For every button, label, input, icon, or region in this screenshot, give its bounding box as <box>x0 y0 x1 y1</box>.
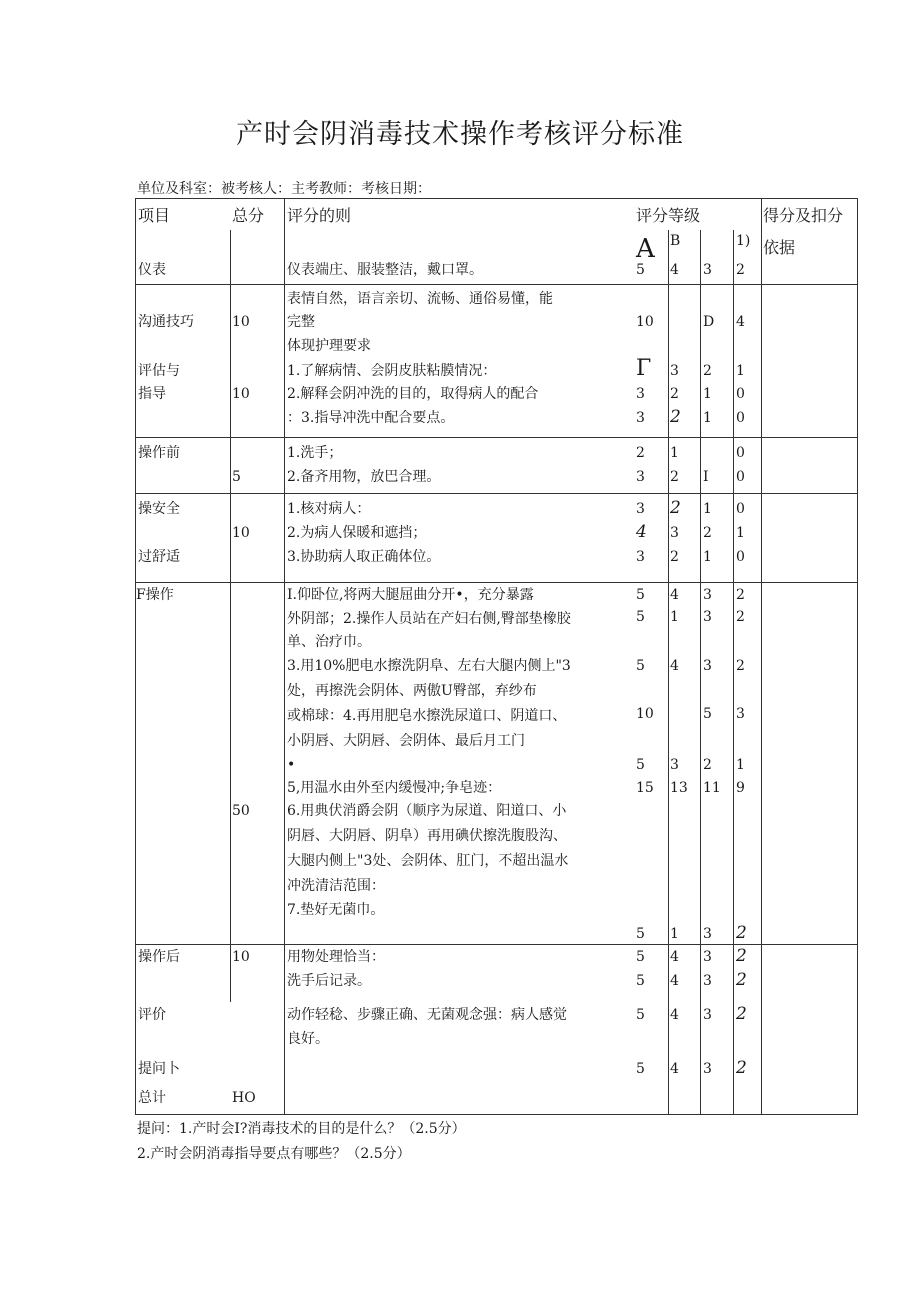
grade-c: 5 <box>703 706 712 722</box>
grade-a: 5 <box>636 973 645 989</box>
table-col-divider <box>761 198 762 1114</box>
row-criteria: 良好。 <box>287 1031 329 1047</box>
row-criteria: 或棉球：4.再用肥皂水擦洗尿道口、阴道口、 <box>287 708 567 724</box>
grade-c: D <box>703 314 715 330</box>
grade-a: 2 <box>636 445 645 461</box>
table-rule <box>135 284 858 285</box>
row-total: 50 <box>232 803 250 819</box>
row-criteria: 仪表端庄、服装整洁，戴口罩。 <box>287 262 483 278</box>
row-criteria: I.仰卧位,将两大腿屈曲分开•，充分暴露 <box>287 587 534 603</box>
row-criteria: 单、治疗巾。 <box>287 634 371 650</box>
row-criteria: 1.核对病人： <box>287 501 371 517</box>
row-item: 沟通技巧 <box>138 314 194 330</box>
grade-b: 1 <box>670 609 679 625</box>
row-criteria: 2.备齐用物，放巴合理。 <box>287 469 441 485</box>
grade-b: 4 <box>670 262 679 278</box>
grade-a: 10 <box>636 314 654 330</box>
grade-c: 1 <box>703 410 712 426</box>
table-col-divider <box>733 230 734 1114</box>
grade-b: 2 <box>670 407 681 427</box>
row-criteria: 2.解释会阴冲洗的目的，取得病人的配合 <box>287 386 539 402</box>
table-col-divider <box>668 230 669 1114</box>
grade-c: 2 <box>703 757 712 773</box>
header-grade: 评分等级 <box>636 206 701 225</box>
question-1: 提问：1.产时会I?消毒技术的目的是什么？（2.5分） <box>137 1121 466 1137</box>
row-criteria: 3.协助病人取正确体位。 <box>287 549 441 565</box>
grade-a: 3 <box>636 410 645 426</box>
grade-b: 4 <box>670 1007 679 1023</box>
grade-a: 10 <box>636 706 654 722</box>
grade-c: 3 <box>703 1007 712 1023</box>
table-col-divider <box>230 230 231 284</box>
grade-b: 13 <box>670 780 688 796</box>
row-criteria: 冲洗清洁范围： <box>287 878 385 894</box>
grade-b: 2 <box>670 549 679 565</box>
grade-b: 2 <box>670 469 679 485</box>
row-item: 过舒适 <box>138 549 180 565</box>
table-col-divider <box>230 582 231 1002</box>
row-total: 10 <box>232 525 250 541</box>
header-grade-b: B <box>670 233 681 249</box>
grade-a: 5 <box>636 1061 645 1077</box>
row-criteria: 7.垫好无菌巾。 <box>287 902 385 918</box>
table-border-left <box>135 198 136 1114</box>
row-criteria: 1.了解病情、会阴皮肤粘膜情况： <box>287 363 497 379</box>
row-criteria: 5,用温水由外至内缓慢冲;争皂迹： <box>287 780 502 796</box>
question-2: 2.产时会阴消毒指导要点有哪些？（2.5分） <box>137 1146 411 1162</box>
row-item: 指导 <box>138 386 166 402</box>
grade-d: 2 <box>736 946 747 966</box>
grade-a: 3 <box>636 469 645 485</box>
grade-a: Γ <box>636 356 652 381</box>
grade-d: 4 <box>736 314 745 330</box>
grade-a: 3 <box>636 549 645 565</box>
grade-b: 4 <box>670 973 679 989</box>
header-criteria: 评分的则 <box>287 206 352 225</box>
grade-c: 3 <box>703 1061 712 1077</box>
grade-c: 1 <box>703 386 712 402</box>
row-criteria: 外阴部；2.操作人员站在产妇右侧,臀部垫橡胶 <box>287 611 571 627</box>
grade-a: 4 <box>636 522 647 542</box>
grade-a: 5 <box>636 926 645 942</box>
grade-c: 3 <box>703 262 712 278</box>
grade-c: 3 <box>703 973 712 989</box>
row-criteria: 处，再擦洗会阴体、两傲U臀部，弃纱布 <box>287 683 537 699</box>
grade-b: 1 <box>670 445 679 461</box>
table-border-bottom <box>135 1114 858 1115</box>
row-criteria: 1.洗手； <box>287 445 343 461</box>
header-total: 总分 <box>232 206 265 225</box>
table-rule <box>135 493 858 494</box>
table-col-divider <box>700 230 701 1114</box>
row-total: 10 <box>232 314 250 330</box>
grade-d: 2 <box>736 1058 747 1078</box>
row-total: 10 <box>232 949 250 965</box>
grade-b: 3 <box>670 525 679 541</box>
grade-d: 2 <box>736 262 745 278</box>
table-rule <box>135 582 858 583</box>
row-item: 操安全 <box>138 501 180 517</box>
row-criteria: 小阴唇、大阴唇、会阴体、最后月工门 <box>287 733 525 749</box>
table-col-divider <box>230 284 231 584</box>
row-criteria: 6.用典伏消爵会阴（顺序为尿道、阳道口、小 <box>287 803 567 819</box>
grade-d: 0 <box>736 410 745 426</box>
header-grade-a: A <box>636 234 655 264</box>
grade-d: 2 <box>736 1004 747 1024</box>
grade-c: 3 <box>703 926 712 942</box>
row-criteria: 3.用10%肥电水擦洗阴阜、左右大腿内侧上"3 <box>287 658 571 674</box>
row-item: 操作后 <box>138 949 180 965</box>
grade-c: 2 <box>703 363 712 379</box>
grade-c: 3 <box>703 658 712 674</box>
row-criteria: • <box>287 757 296 773</box>
row-criteria: ：3.指导冲洗中配合要点。 <box>287 410 455 426</box>
grade-b: 4 <box>670 658 679 674</box>
row-item: 总计 <box>138 1090 166 1106</box>
table-border-top <box>135 198 858 199</box>
grade-c: 2 <box>703 525 712 541</box>
header-grade-d: 1) <box>736 233 751 249</box>
row-item: 仪表 <box>138 262 166 278</box>
grade-c: 11 <box>703 780 721 796</box>
row-criteria: 动作轻稔、步骤正确、无菌观念强：病人感觉 <box>287 1007 567 1023</box>
row-criteria: 表情自然，语言亲切、流畅、通俗易懂，能 <box>287 291 553 307</box>
grade-b: 2 <box>670 498 681 518</box>
grade-d: 2 <box>736 923 747 943</box>
grade-c: 3 <box>703 609 712 625</box>
grade-c: 1 <box>703 501 712 517</box>
row-criteria: 用物处理恰当： <box>287 949 385 965</box>
grade-b: 4 <box>670 949 679 965</box>
row-criteria: 2.为病人保暖和遮挡； <box>287 525 427 541</box>
grade-b: 3 <box>670 757 679 773</box>
row-criteria: 完整 <box>287 314 315 330</box>
grade-a: 5 <box>636 757 645 773</box>
table-rule <box>135 437 858 438</box>
grade-a: 5 <box>636 658 645 674</box>
grade-b: 2 <box>670 386 679 402</box>
row-item: 提问卜 <box>138 1061 180 1077</box>
grade-c: 1 <box>703 549 712 565</box>
row-criteria: 大腿内侧上"3处、会阴体、肛门，不超出温水 <box>287 853 569 869</box>
grade-d: 0 <box>736 469 745 485</box>
document-meta: 单位及科室：被考核人：主考教师：考核日期： <box>137 181 431 197</box>
row-item: 操作前 <box>138 445 180 461</box>
row-criteria: 体现护理要求 <box>287 338 371 354</box>
grade-a: 5 <box>636 609 645 625</box>
table-rule <box>135 944 858 945</box>
document-title: 产时会阴消毒技术操作考核评分标准 <box>236 119 684 150</box>
grade-a: 5 <box>636 949 645 965</box>
grade-a: 5 <box>636 262 645 278</box>
header-score-basis: 依据 <box>763 238 796 257</box>
row-criteria: 洗手后记录。 <box>287 973 371 989</box>
grade-a: 15 <box>636 780 654 796</box>
grade-d: 1 <box>736 525 745 541</box>
grade-c: 3 <box>703 949 712 965</box>
row-item: 评价 <box>138 1007 166 1023</box>
grade-a: 5 <box>636 587 645 603</box>
grade-b: 4 <box>670 1061 679 1077</box>
grade-d: 9 <box>736 780 745 796</box>
grade-d: 0 <box>736 445 745 461</box>
grade-d: 0 <box>736 549 745 565</box>
grade-d: 2 <box>736 970 747 990</box>
grade-c: I <box>703 469 709 485</box>
row-item: F操作 <box>136 587 174 603</box>
grade-d: 0 <box>736 501 745 517</box>
grade-b: 1 <box>670 926 679 942</box>
grade-a: 3 <box>636 386 645 402</box>
row-criteria: 阴唇、大阴唇、阴阜）再用碘伏擦洗腹股沟、 <box>287 828 567 844</box>
table-col-divider <box>284 198 285 1114</box>
header-item: 项目 <box>138 206 171 225</box>
grade-d: 1 <box>736 363 745 379</box>
grade-d: 2 <box>736 587 745 603</box>
grade-b: 3 <box>670 363 679 379</box>
row-total: 5 <box>232 469 241 485</box>
row-total: 10 <box>232 386 250 402</box>
grade-a: 3 <box>636 501 645 517</box>
grade-a: 5 <box>636 1007 645 1023</box>
row-item: 评估与 <box>138 363 180 379</box>
grade-d: 0 <box>736 386 745 402</box>
table-border-right <box>857 198 858 1114</box>
grade-d: 2 <box>736 658 745 674</box>
grade-b: 4 <box>670 587 679 603</box>
grade-d: 1 <box>736 757 745 773</box>
grade-d: 3 <box>736 706 745 722</box>
header-score: 得分及扣分 <box>763 206 844 225</box>
grade-c: 3 <box>703 587 712 603</box>
grade-d: 2 <box>736 609 745 625</box>
row-total: HO <box>232 1090 256 1106</box>
